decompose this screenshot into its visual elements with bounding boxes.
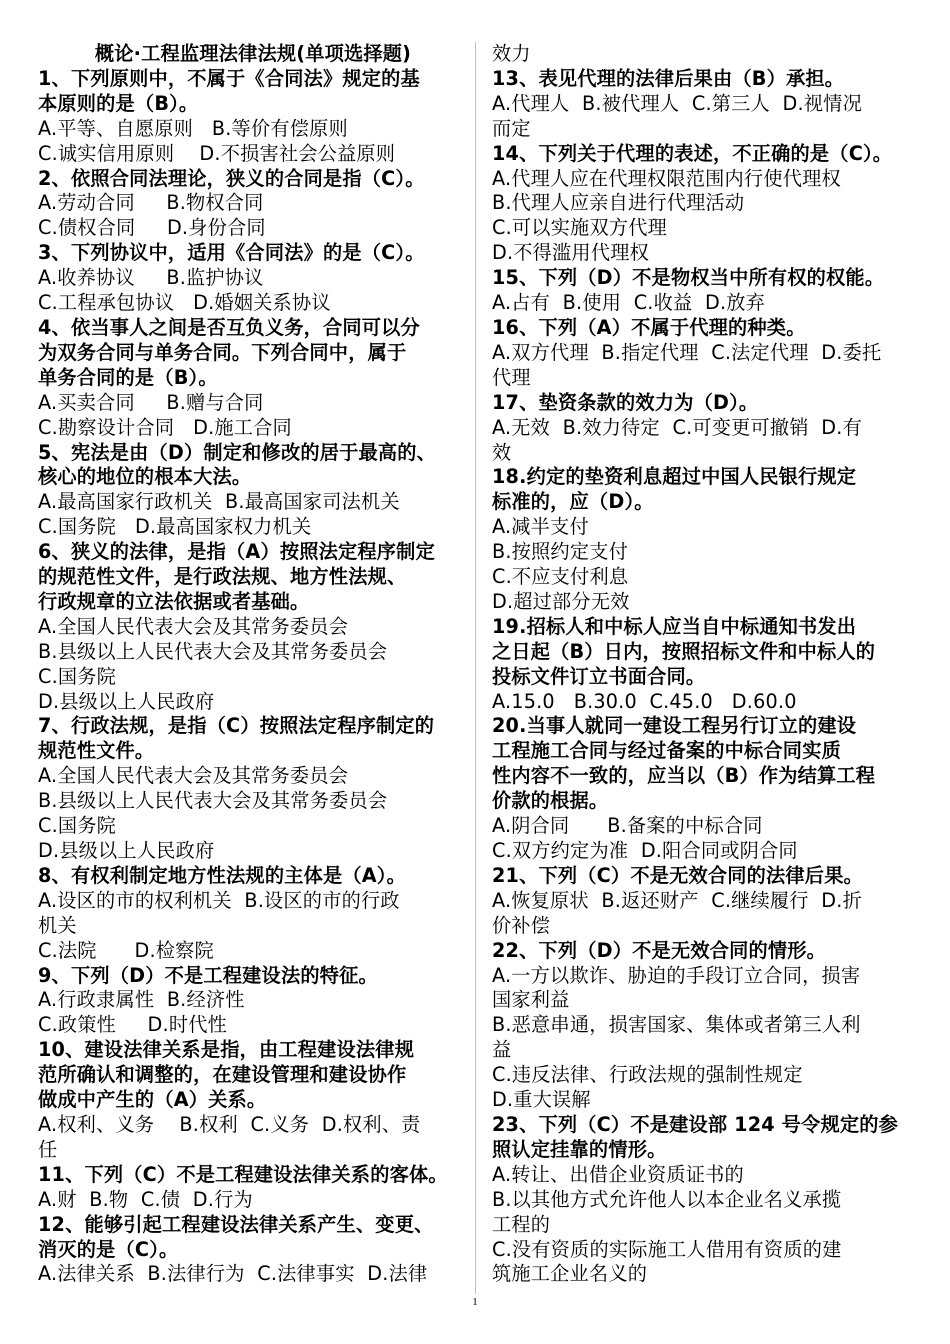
option-text-line: D.县级以上人民政府 (38, 839, 215, 862)
option-text-line: C.国务院 (38, 664, 117, 688)
question-text-line: 8、有权利制定地方性法规的主体是（A）。 (38, 863, 406, 887)
option-text-line: C.国务院 (38, 814, 117, 838)
option-text-line: 效力 (492, 42, 531, 65)
option-text-line: A.全国人民代表大会及其常务委员会 (38, 614, 349, 638)
option-text-line: A.权利、义务 B.权利 C.义务 D.权利、责 (38, 1112, 421, 1136)
question-text-line: 核心的地位的根本大法。 (38, 465, 252, 489)
option-text-line: 益 (492, 1038, 512, 1062)
right-column (492, 42, 916, 1287)
question-text-line: 2、依照合同法理论，狭义的合同是指（C）。 (38, 166, 425, 190)
option-text-line: 效 (492, 440, 512, 464)
question-text-line: 15、下列（D）不是物权当中所有权的权能。 (492, 266, 885, 290)
option-text-line: B.恶意串通，损害国家、集体或者第三人利 (492, 1013, 861, 1037)
option-text-line: A.最高国家行政机关 B.最高国家司法机关 (38, 490, 400, 514)
option-text-line: C.双方约定为准 D.阳合同或阴合同 (492, 839, 798, 862)
question-text-line: 21、下列（C）不是无效合同的法律后果。 (492, 863, 863, 887)
question-text-line: 18.约定的垫资利息超过中国人民银行规定 (492, 465, 857, 489)
option-text-line: A.双方代理 B.指定代理 C.法定代理 D.委托 (492, 340, 882, 364)
question-text-line: 4、依当事人之间是否互负义务，合同可以分 (38, 315, 420, 339)
option-text-line: A.15.0 B.30.0 C.45.0 D.60.0 (492, 689, 797, 713)
column-divider (475, 42, 476, 1294)
question-text-line: 消灭的是（C）。 (38, 1237, 179, 1261)
question-text-line: 9、下列（D）不是工程建设法的特征。 (38, 963, 378, 987)
option-text-line: 任 (38, 1137, 58, 1161)
option-text-line: 工程的 (492, 1212, 551, 1236)
option-text-line: C.不应支付利息 (492, 565, 629, 589)
question-text-line: 16、下列（A）不属于代理的种类。 (492, 315, 806, 339)
question-text-line: 单务合同的是（B）。 (38, 365, 218, 389)
document-title: 概论·工程监理法律法规(单项选择题) (94, 42, 412, 65)
option-text-line: A.法律关系 B.法律行为 C.法律事实 D.法律 (38, 1262, 428, 1286)
option-text-line: C.诚实信用原则 D.不损害社会公益原则 (38, 141, 396, 165)
option-text-line: C.勘察设计合同 D.施工合同 (38, 415, 292, 439)
question-text-line: 工程施工合同与经过备案的中标合同实质 (492, 739, 841, 763)
option-text-line: A.买卖合同 B.赠与合同 (38, 390, 264, 414)
option-text-line: A.无效 B.效力待定 C.可变更可撤销 D.有 (492, 415, 862, 439)
question-text-line: 10、建设法律关系是指，由工程建设法律规 (38, 1038, 415, 1062)
question-text-line: 20.当事人就同一建设工程另行订立的建设 (492, 714, 857, 738)
question-text-line: 规范性文件。 (38, 739, 155, 763)
question-text-line: 11、下列（C）不是工程建设法律关系的客体。 (38, 1162, 448, 1186)
question-text-line: 价款的根据。 (492, 789, 609, 813)
question-text-line: 投标文件订立书面合同。 (492, 664, 706, 688)
option-text-line: A.行政隶属性 B.经济性 (38, 988, 245, 1012)
question-text-line: 12、能够引起工程建设法律关系产生、变更、 (38, 1212, 434, 1236)
question-text-line: 为双务合同与单务合同。下列合同中，属于 (38, 340, 407, 364)
option-text-line: 而定 (492, 116, 531, 140)
option-text-line: A.平等、自愿原则 B.等价有偿原则 (38, 116, 348, 140)
option-text-line: C.工程承包协议 D.婚姻关系协议 (38, 291, 331, 315)
option-text-line: 价补偿 (492, 913, 551, 937)
option-text-line: 国家利益 (492, 988, 570, 1012)
question-text-line: 范所确认和调整的，在建设管理和建设协作 (38, 1063, 407, 1087)
option-text-line: C.违反法律、行政法规的强制性规定 (492, 1063, 803, 1087)
question-text-line: 的规范性文件，是行政法规、地方性法规、 (38, 565, 407, 589)
option-text-line: D.重大误解 (492, 1088, 591, 1112)
option-text-line: A.劳动合同 B.物权合同 (38, 191, 264, 215)
question-text-line: 6、狭义的法律，是指（A）按照法定程序制定 (38, 540, 435, 564)
option-text-line: A.一方以欺诈、胁迫的手段订立合同，损害 (492, 963, 861, 987)
option-text-line: A.代理人 B.被代理人 C.第三人 D.视情况 (492, 91, 862, 115)
option-text-line: A.转让、出借企业资质证书的 (492, 1162, 744, 1186)
option-text-line: C.可以实施双方代理 (492, 216, 667, 240)
option-text-line: A.减半支付 (492, 515, 589, 539)
question-text-line: 7、行政法规，是指（C）按照法定程序制定的 (38, 714, 435, 738)
option-text-line: A.恢复原状 B.返还财产 C.继续履行 D.折 (492, 888, 862, 912)
option-text-line: D.县级以上人民政府 (38, 689, 215, 713)
question-text-line: 23、下列（C）不是建设部 124 号令规定的参 (492, 1112, 898, 1136)
question-text-line: 做成中产生的（A）关系。 (38, 1088, 267, 1112)
option-text-line: A.阴合同 B.备案的中标合同 (492, 814, 763, 838)
option-text-line: A.代理人应在代理权限范围内行使代理权 (492, 166, 841, 190)
left-column (38, 42, 468, 1287)
option-text-line: B.以其他方式允许他人以本企业名义承揽 (492, 1187, 842, 1211)
option-text-line: A.设区的市的权利机关 B.设区的市的行政 (38, 888, 400, 912)
option-text-line: C.国务院 D.最高国家权力机关 (38, 515, 312, 539)
question-text-line: 1、下列原则中，不属于《合同法》规定的基 (38, 66, 420, 90)
option-text-line: B.县级以上人民代表大会及其常务委员会 (38, 789, 388, 813)
question-text-line: 13、表见代理的法律后果由（B）承担。 (492, 66, 845, 90)
option-text-line: C.法院 D.检察院 (38, 938, 214, 962)
option-text-line: C.债权合同 D.身份合同 (38, 216, 266, 240)
option-text-line: C.政策性 D.时代性 (38, 1013, 227, 1037)
option-text-line: 代理 (492, 365, 531, 389)
question-text-line: 标准的，应（D）。 (492, 490, 654, 514)
question-text-line: 性内容不一致的，应当以（B）作为结算工程 (492, 764, 876, 788)
question-text-line: 本原则的是（B）。 (38, 91, 199, 115)
option-text-line: B.代理人应亲自进行代理活动 (492, 191, 745, 215)
option-text-line: A.全国人民代表大会及其常务委员会 (38, 764, 349, 788)
question-text-line: 14、下列关于代理的表述，不正确的是（C）。 (492, 141, 893, 165)
option-text-line: A.占有 B.使用 C.收益 D.放弃 (492, 291, 766, 315)
question-text-line: 3、下列协议中，适用《合同法》的是（C）。 (38, 241, 425, 265)
question-text-line: 照认定挂靠的情形。 (492, 1137, 667, 1161)
option-text-line: B.按照约定支付 (492, 540, 628, 564)
question-text-line: 17、垫资条款的效力为（D）。 (492, 390, 759, 414)
option-text-line: 筑施工企业名义的 (492, 1262, 648, 1286)
option-text-line: 机关 (38, 913, 77, 937)
question-text-line: 行政规章的立法依据或者基础。 (38, 589, 310, 613)
question-text-line: 22、下列（D）不是无效合同的情形。 (492, 938, 827, 962)
question-text-line: 5、宪法是由（D）制定和修改的居于最高的、 (38, 440, 437, 464)
option-text-line: C.没有资质的实际施工人借用有资质的建 (492, 1237, 842, 1261)
option-text-line: A.财 B.物 C.债 D.行为 (38, 1187, 253, 1211)
question-text-line: 之日起（B）日内，按照招标文件和中标人的 (492, 639, 876, 663)
question-text-line: 19.招标人和中标人应当自中标通知书发出 (492, 614, 857, 638)
page-number: 1 (472, 1296, 478, 1308)
option-text-line: A.收养协议 B.监护协议 (38, 266, 264, 290)
option-text-line: D.不得滥用代理权 (492, 241, 649, 265)
option-text-line: D.超过部分无效 (492, 589, 630, 613)
option-text-line: B.县级以上人民代表大会及其常务委员会 (38, 639, 388, 663)
